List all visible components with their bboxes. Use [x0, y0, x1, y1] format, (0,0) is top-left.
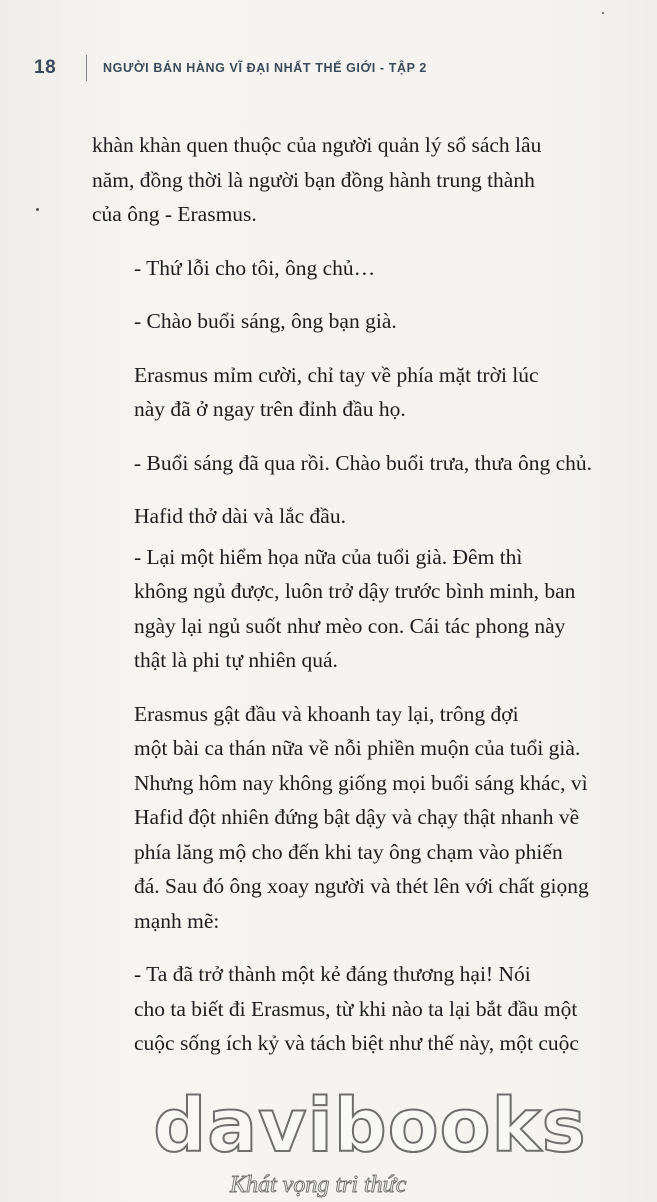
text-line: năm, đồng thời là người bạn đồng hành trung thành [92, 167, 535, 192]
paragraph [92, 128, 654, 232]
print-speck [36, 208, 39, 211]
paragraph [92, 251, 654, 286]
text-line: - Ta đã trở thành một kẻ đáng thương hại! Nói [134, 962, 531, 986]
paragraph [92, 304, 654, 339]
text-line: thật là phi tự nhiên quá. [134, 648, 338, 672]
text-line: ngày lại ngủ suốt như mèo con. Cái tác phong này [134, 613, 566, 638]
header-divider [86, 55, 87, 81]
paragraph [92, 957, 654, 1061]
text-line: Hafid thở dài và lắc đầu. [134, 504, 346, 528]
text-line: đá. Sau đó ông xoay người và thét lên với chất giọng [134, 874, 589, 898]
paragraph [92, 499, 654, 534]
page-number: 18 [34, 57, 57, 78]
text-line: của ông - Erasmus. [92, 202, 257, 226]
paragraph [92, 540, 654, 678]
text-line: - Lại một hiểm họa nữa của tuổi già. Đêm thì [134, 544, 523, 569]
text-line: Nhưng hôm nay không giống mọi buổi sáng khác, vì [134, 770, 588, 795]
body-text [92, 128, 654, 1080]
text-line: mạnh mẽ: [134, 908, 220, 933]
watermark-logo: davibooks [153, 1083, 587, 1169]
text-line: - Chào buổi sáng, ông bạn già. [134, 309, 397, 333]
text-line: một bài ca thán nữa về nỗi phiền muộn của tuổi già. [134, 736, 581, 760]
page-header [34, 52, 657, 84]
text-line: phía lăng mộ cho đến khi tay ông chạm vào phiến [134, 839, 563, 864]
text-line: cuộc sống ích kỷ và tách biệt như thế này, một cuộc [134, 1031, 579, 1055]
paragraph [92, 358, 654, 427]
running-title: NGƯỜI BÁN HÀNG VĨ ĐẠI NHẤT THẾ GIỚI - TẬP 2 [103, 61, 427, 75]
paragraph [92, 697, 654, 939]
text-line: này đã ở ngay trên đỉnh đầu họ. [134, 397, 406, 421]
text-line: - Thứ lỗi cho tôi, ông chủ… [134, 255, 376, 280]
text-line: cho ta biết đi Erasmus, từ khi nào ta lại bắt đầu một [134, 996, 578, 1021]
print-speck [602, 12, 604, 14]
paragraph [92, 446, 654, 481]
watermark [130, 1083, 610, 1198]
watermark-tagline: Khát vọng tri thức [230, 1172, 407, 1198]
text-line: Hafid đột nhiên đứng bật dậy và chạy thật nhanh về [134, 805, 580, 829]
text-line: khàn khàn quen thuộc của người quản lý sổ sách lâu [92, 133, 542, 157]
text-line: Erasmus mỉm cười, chỉ tay về phía mặt trời lúc [134, 362, 539, 387]
text-line: - Buổi sáng đã qua rồi. Chào buổi trưa, thưa ông chủ. [134, 450, 592, 475]
text-line: Erasmus gật đầu và khoanh tay lại, trông đợi [134, 701, 519, 726]
text-line: không ngủ được, luôn trở dậy trước bình minh, ban [134, 579, 576, 603]
